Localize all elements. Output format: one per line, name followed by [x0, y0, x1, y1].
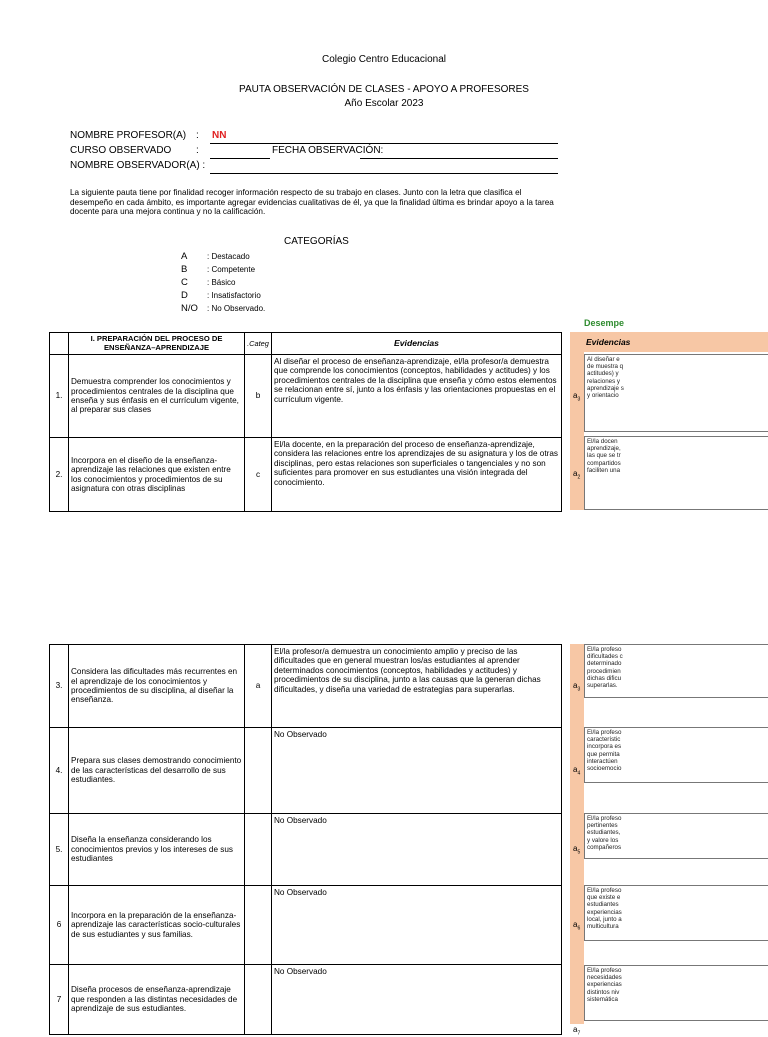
right-level-label — [573, 681, 580, 693]
category-desc: : No Observado. — [207, 304, 266, 313]
level-sub: 6 — [577, 925, 581, 932]
row-category[interactable] — [245, 965, 272, 1035]
table-row — [50, 645, 562, 728]
category-desc: : Básico — [207, 278, 236, 287]
date-label: FECHA OBSERVACIÓN: — [272, 145, 384, 156]
row-evidence[interactable]: El/la profesor/a demuestra un conocimiento amplio y preciso de las dificultades que en general muestran los/as estudiantes al aprender determinados conocimientos (conceptos, habilidades y actitudes) y procedimientos de su disciplina, junto a las causas que la generan dichas dificultades, y diseña una variedad de estrategias para superarlas. — [272, 645, 562, 728]
right-evidence-box: El/la docen aprendizaje, las que se tr compartidos faciliten una — [584, 436, 768, 510]
level-sub: 7 — [577, 1030, 581, 1037]
row-number: 3. — [50, 645, 69, 728]
category-code: D — [181, 290, 188, 301]
right-level-label — [573, 920, 580, 932]
row-evidence[interactable]: No Observado — [272, 814, 562, 886]
row-criterion: Incorpora en la preparación de la enseñanza-aprendizaje las características socio-culturales de sus estudiantes y sus familias. — [69, 886, 245, 965]
level-letter: a — [573, 469, 578, 478]
level-sub: 5 — [577, 849, 581, 856]
table-row — [50, 355, 562, 438]
intro-text: La siguiente pauta tiene por finalidad recoger información respecto de su trabajo en clases. Junto con la letra que clasifica el desempeño en cada ámbito, es importante agregar evidencias cualitativas de él, ya que la finalidad última es brindar apoyo a la tarea docente para una mejora continua y no la calificación. — [70, 188, 554, 217]
row-category[interactable] — [245, 814, 272, 886]
teacher-underline — [210, 143, 558, 144]
categ-header: .Categ — [245, 333, 272, 355]
right-evidence-box: El/la profeso necesidades experiencias distintos niv sistemática — [584, 965, 768, 1021]
right-evidence-box: El/la profeso dificultades c determinado procedimien dichas dificu superarlas. — [584, 644, 768, 698]
row-evidence[interactable]: No Observado — [272, 886, 562, 965]
row-criterion: Diseña procesos de enseñanza-aprendizaje que responden a las distintas necesidades de aprendizaje de sus estudiantes. — [69, 965, 245, 1035]
category-desc: : Competente — [207, 265, 256, 274]
level-sub: 3 — [577, 396, 581, 403]
row-category[interactable] — [245, 728, 272, 814]
level-sub: 2 — [577, 474, 581, 481]
row-number: 7 — [50, 965, 69, 1035]
right-level-label — [573, 765, 580, 777]
teacher-label: NOMBRE PROFESOR(A) — [70, 130, 187, 141]
observation-table-1 — [49, 332, 562, 512]
row-category[interactable]: a — [245, 645, 272, 728]
category-desc: : Destacado — [207, 252, 250, 261]
category-code: B — [181, 264, 188, 275]
level-letter: a — [573, 844, 578, 853]
category-code: A — [181, 251, 188, 262]
row-category[interactable]: b — [245, 355, 272, 438]
table-row — [50, 438, 562, 512]
observation-table-2 — [49, 644, 562, 1035]
course-underline[interactable] — [210, 158, 270, 159]
right-level-strip — [570, 352, 584, 510]
right-column-header: Desempe — [584, 318, 625, 328]
row-evidence[interactable]: Al diseñar el proceso de enseñanza-aprendizaje, el/la profesor/a demuestra que comprende los conocimientos (conceptos, habilidades y actitudes) y los procedimientos centrales de la disciplina que enseña y cómo estos elementos se relacionan entre sí, junto a los énfasis y las orientaciones propuestas en el currículum vigente. — [272, 355, 562, 438]
category-code: N/O — [181, 303, 198, 314]
row-criterion: Considera las dificultades más recurrentes en el aprendizaje de los conocimientos y procedimientos de su disciplina, al diseñar la enseñanza. — [69, 645, 245, 728]
level-sub: 3 — [577, 686, 581, 693]
row-category[interactable]: c — [245, 438, 272, 512]
evidence-header: Evidencias — [272, 333, 562, 355]
right-evidence-box: Al diseñar e de muestra q actitudes) y relaciones y aprendizaje s y orientacio — [584, 354, 768, 432]
level-letter: a — [573, 391, 578, 400]
level-sub: 4 — [577, 770, 581, 777]
table-row — [50, 886, 562, 965]
teacher-colon: : — [196, 130, 199, 141]
section-title: I. PREPARACIÓN DEL PROCESO DE ENSEÑANZA–APRENDIZAJE — [69, 333, 245, 355]
row-criterion: Incorpora en el diseño de la enseñanza-aprendizaje las relaciones que existen entre los conocimientos y procedimientos de su asignatura con otras disciplinas — [69, 438, 245, 512]
course-label: CURSO OBSERVADO — [70, 145, 172, 156]
row-criterion: Diseña la enseñanza considerando los conocimientos previos y los intereses de sus estudiantes — [69, 814, 245, 886]
level-letter: a — [573, 1025, 578, 1034]
row-number: 4. — [50, 728, 69, 814]
right-subheader: Evidencias — [586, 337, 631, 347]
row-category[interactable] — [245, 886, 272, 965]
category-desc: : Insatisfactorio — [207, 291, 261, 300]
category-code: C — [181, 277, 188, 288]
school-year: Año Escolar 2023 — [344, 98, 424, 109]
row-number: 5. — [50, 814, 69, 886]
right-level-label — [573, 1025, 580, 1037]
school-name: Colegio Centro Educacional — [322, 54, 446, 65]
level-letter: a — [573, 681, 578, 690]
header-num-cell — [50, 333, 69, 355]
right-level-strip — [570, 644, 584, 1024]
observer-underline[interactable] — [210, 173, 558, 174]
right-evidence-box: El/la profeso característic incorpora es que permita interactúen socioemocio — [584, 727, 768, 783]
level-letter: a — [573, 765, 578, 774]
categories-title: CATEGORÍAS — [284, 236, 349, 247]
row-evidence[interactable]: No Observado — [272, 728, 562, 814]
right-level-label — [573, 391, 580, 403]
observer-label: NOMBRE OBSERVADOR(A) : — [70, 160, 206, 171]
table-row — [50, 814, 562, 886]
row-number: 6 — [50, 886, 69, 965]
row-criterion: Demuestra comprender los conocimientos y procedimientos centrales de la disciplina que enseña y sus énfasis en el currículum vigente, al preparar sus clases — [69, 355, 245, 438]
table-row — [50, 728, 562, 814]
right-evidence-box: El/la profeso que existe e estudiantes experiencias local, junto a multicultura — [584, 885, 768, 941]
table-row — [50, 965, 562, 1035]
table-header-row — [50, 333, 562, 355]
right-level-label — [573, 469, 580, 481]
row-evidence[interactable]: No Observado — [272, 965, 562, 1035]
row-criterion: Prepara sus clases demostrando conocimiento de las características del desarrollo de sus estudiantes. — [69, 728, 245, 814]
level-letter: a — [573, 920, 578, 929]
form-title: PAUTA OBSERVACIÓN DE CLASES - APOYO A PROFESORES — [239, 84, 529, 95]
course-colon: : — [196, 145, 199, 156]
row-number: 1. — [50, 355, 69, 438]
right-level-label — [573, 844, 580, 856]
date-underline[interactable] — [360, 158, 558, 159]
teacher-value[interactable]: NN — [212, 130, 227, 141]
row-number: 2. — [50, 438, 69, 512]
right-evidence-box: El/la profeso pertinentes estudiantes, y valore los compañeros — [584, 813, 768, 859]
row-evidence[interactable]: El/la docente, en la preparación del proceso de enseñanza-aprendizaje, considera las relaciones entre los aprendizajes de su asignatura y los de otras disciplinas, pero estas relaciones son superficiales o tangenciales y no son suficientes para promover en sus estudiantes una visión integrada del conocimiento. — [272, 438, 562, 512]
